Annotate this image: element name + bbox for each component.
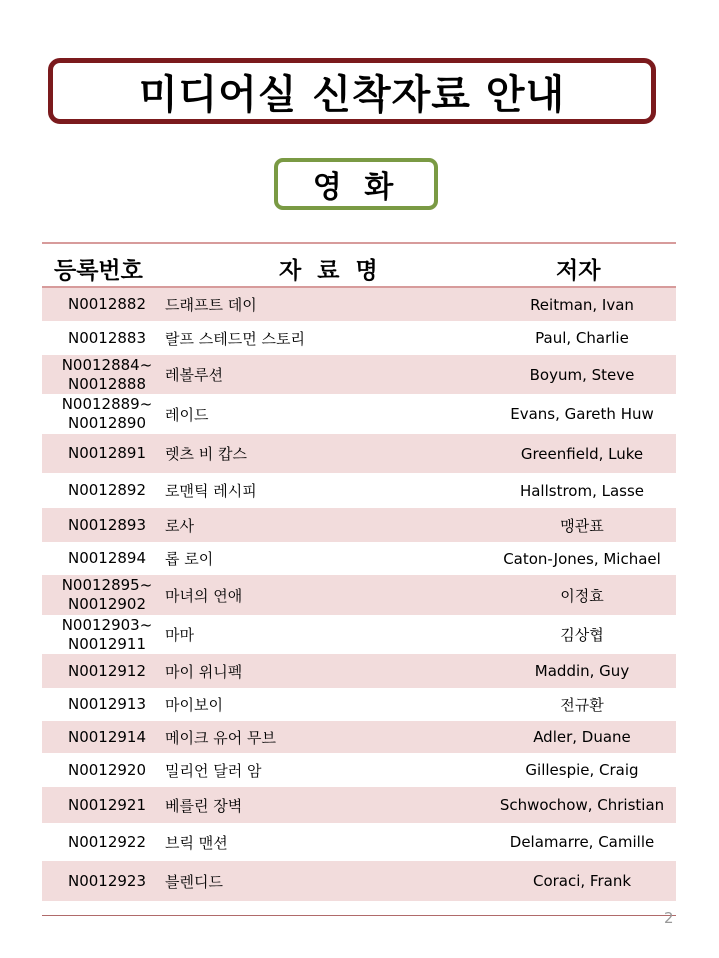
table-row [42,654,676,688]
table-row [42,787,676,823]
cell-author: Delamarre, Camille [509,833,655,851]
title-banner [48,58,656,124]
table-row [42,575,676,615]
header-id: 등록번호 [54,258,143,284]
cell-title: 마이 위니펙 [165,662,243,681]
cell-id: N0012891 [67,444,147,462]
cell-id: N0012912 [67,661,147,680]
table-row [42,861,676,901]
cell-title: 드래프트 데이 [165,296,257,314]
new-arrivals-table [42,242,676,901]
page-number: 2 [664,909,674,927]
table-row [42,615,676,654]
cell-id: N0012889~ N0012890 [61,395,153,432]
cell-author: Adler, Duane [533,728,631,746]
cell-id: N0012922 [67,832,147,851]
cell-id: N0012895~ N0012902 [61,576,153,613]
table-row [42,508,676,542]
table-row [42,473,676,508]
cell-author: Greenfield, Luke [520,444,644,463]
cell-author: 이정효 [560,586,604,605]
cell-id: N0012894 [67,549,147,567]
cell-author: Evans, Gareth Huw [510,405,654,423]
cell-title: 렛츠 비 캅스 [165,445,247,463]
cell-id: N0012914 [67,727,147,746]
cell-author: Schwochow, Christian [499,796,665,814]
cell-author: Hallstrom, Lasse [519,481,645,500]
cell-id: N0012923 [67,871,147,890]
cell-title: 브릭 맨션 [165,833,228,852]
cell-author: Paul, Charlie [535,329,629,347]
cell-id: N0012893 [67,515,147,534]
table-row [42,355,676,394]
cell-author: 김상협 [560,626,604,644]
footer-divider [42,915,676,916]
section-title: 영 화 [312,170,400,205]
cell-title: 베를린 장벽 [165,796,243,815]
cell-title: 레이드 [165,405,209,424]
cell-title: 메이크 유어 무브 [165,728,276,747]
table-body [42,288,676,901]
table-row [42,688,676,721]
cell-author: Coraci, Frank [532,872,632,890]
cell-title: 블렌디드 [165,872,223,891]
cell-title: 마이보이 [165,696,223,714]
table-row [42,753,676,787]
cell-title: 롭 로이 [165,550,214,568]
cell-id: N0012913 [67,695,147,713]
cell-author: Maddin, Guy [534,662,630,680]
header-title: 자 료 명 [279,258,382,284]
table-row [42,721,676,753]
cell-id: N0012882 [67,295,147,313]
cell-title: 밀리언 달러 암 [165,761,262,780]
cell-author: Gillespie, Craig [525,761,639,779]
cell-author: Boyum, Steve [529,365,635,384]
cell-title: 마마 [165,626,194,644]
table-header [42,244,676,288]
table-row [42,542,676,575]
cell-id: N0012903~ N0012911 [61,615,153,653]
cell-author: Reitman, Ivan [530,295,634,314]
cell-title: 마녀의 연애 [165,586,243,605]
cell-title: 로맨틱 레시피 [165,482,257,500]
header-author: 저자 [556,258,601,284]
cell-title: 로사 [165,516,194,535]
cell-author: 맹관표 [560,516,604,535]
table-row [42,434,676,473]
cell-id: N0012920 [67,760,147,779]
cell-id: N0012884~ N0012888 [61,355,153,393]
cell-author: Caton-Jones, Michael [503,549,661,568]
table-row [42,394,676,434]
cell-id: N0012883 [67,328,147,347]
table-row [42,823,676,861]
section-banner [274,158,438,210]
page-title: 미디어실 신착자료 안내 [138,71,566,118]
table-row [42,288,676,321]
cell-id: N0012921 [67,795,147,814]
cell-author: 전규환 [560,696,604,714]
cell-title: 레볼루션 [165,366,223,384]
cell-id: N0012892 [67,481,147,499]
table-row [42,321,676,355]
cell-title: 랄프 스테드먼 스토리 [165,329,305,348]
